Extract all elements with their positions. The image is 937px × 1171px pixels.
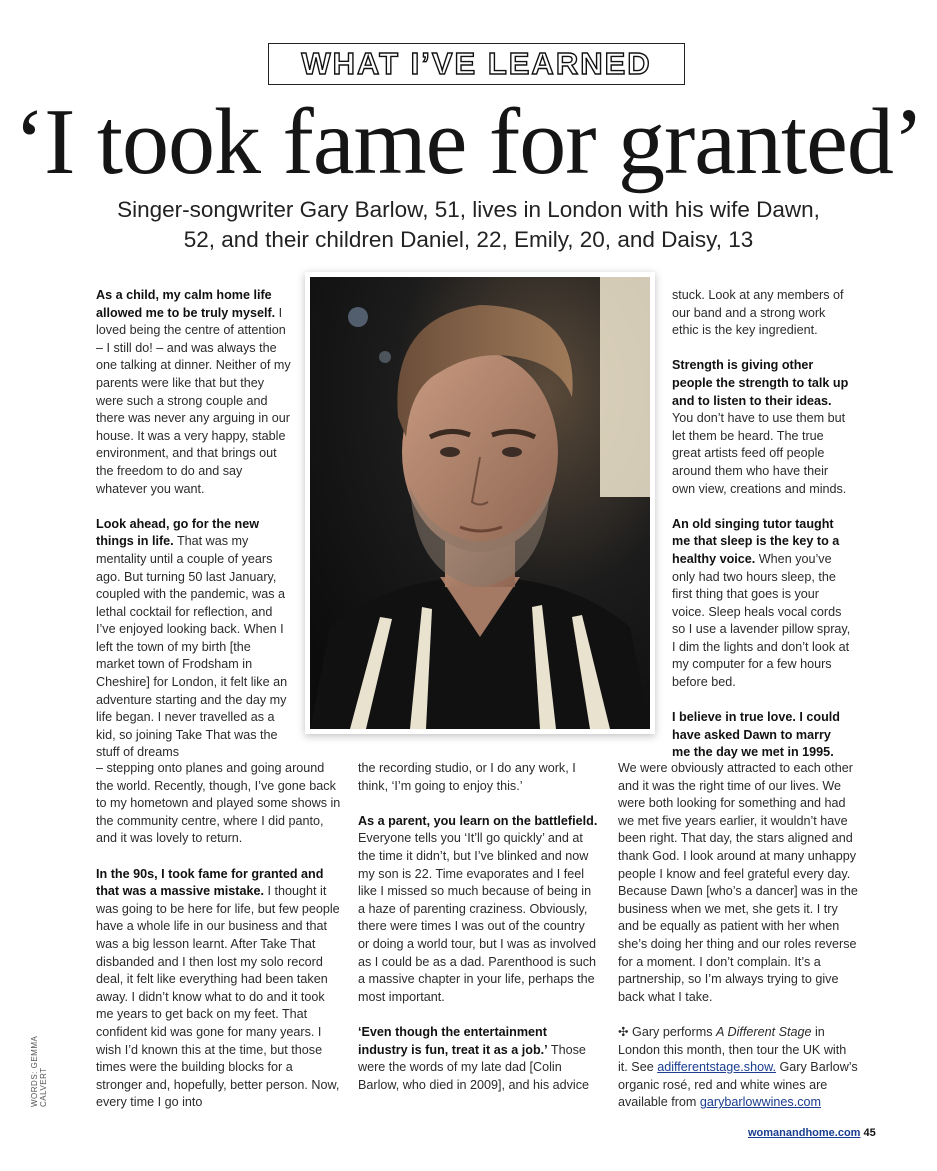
paragraph (672, 516, 852, 692)
lead-in: ‘Even though the entertainment industry is fun, treat it as a job.’ (358, 1024, 548, 1057)
standfirst: Singer-songwriter Gary Barlow, 51, lives in London with his wife Dawn, 52, and their children Daniel, 22, Emily, 20, and Daisy, 13 (117, 197, 820, 252)
body-text: – stepping onto planes and going around the world. Recently, though, I’ve gone back to my hometown and played some shows in the community centre, where I did panto, and it was lovely to return. (96, 761, 341, 846)
paragraph (358, 760, 598, 795)
wines-link[interactable]: garybarlowwines.com (699, 1095, 821, 1110)
cross-icon: ✣ (618, 1024, 629, 1039)
lead-in: In the 90s, I took fame for granted and that was a massive mistake. (96, 866, 324, 899)
paragraph (96, 866, 341, 1112)
writer-credit: WORDS: GEMMA CALVERT (30, 1036, 48, 1107)
body-text: When you’ve only had two hours sleep, the first thing that goes is your voice. Sleep heals vocal cords so I use a lavender pillow spray, I dim the lights and don’t look at my computer for a few hours before bed. (672, 551, 851, 690)
site-link[interactable]: womanandhome.com (748, 1127, 861, 1139)
paragraph (358, 813, 598, 1007)
column-1-bottom (96, 760, 341, 1129)
promo-text: Gary Barlow’s organic rosé, red and white wines are available from (618, 1060, 858, 1110)
body-text: stuck. Look at any members of our band and a strong work ethic is the key ingredient. (672, 288, 844, 338)
paragraph (96, 516, 291, 762)
section-kicker: WHAT I’VE LEARNED (268, 43, 685, 85)
lead-in: I believe in true love. I could have asked Dawn to marry me the day we met in 1995. (672, 710, 840, 760)
column-3-top (672, 287, 852, 780)
body-text: the recording studio, or I do any work, I think, ‘I’m going to enjoy this.’ (358, 761, 576, 793)
portrait-illustration (310, 277, 650, 729)
paragraph (672, 287, 852, 340)
lead-in: As a parent, you learn on the battlefield. (358, 813, 598, 828)
portrait-photo (305, 272, 655, 734)
lead-in: An old singing tutor taught me that sleep is the key to a healthy voice. (672, 516, 840, 566)
promo-text: in London this month, then tour the UK with it. See (618, 1024, 847, 1075)
promo-box (618, 1024, 858, 1112)
paragraph (672, 357, 852, 498)
body-text: We were obviously attracted to each other and it was the right time of our lives. We were both looking for something and had we met five years earlier, it wouldn’t have been right. That day, the stars aligned and thank God. I look around at many unhappy people I know and feel grateful every day. Because Dawn [who’s a dancer] was in the business when we met, she gets it. I try and be equally as patient with her when she’s doing her thing and our roles reverse for a moment. I don’t complain. It’s a partnership, so I’m always trying to give back what I take. (618, 761, 858, 1004)
show-link[interactable]: adifferentstage.show. (657, 1060, 776, 1075)
headline: ‘I took fame for granted’ (13, 90, 924, 194)
paragraph (358, 1024, 598, 1094)
paragraph (96, 760, 341, 848)
paragraph (618, 760, 858, 1006)
show-title: A Different Stage (716, 1024, 812, 1039)
column-3-bottom (618, 760, 858, 1129)
column-1-top (96, 287, 291, 780)
lead-in: Look ahead, go for the new things in life. (96, 516, 260, 549)
body-text: Those were the words of my late dad [Colin Barlow, who died in 2009], and his advice (358, 1042, 590, 1092)
paragraph (672, 709, 852, 762)
body-text: I loved being the centre of attention – I still do! – and was always the one talking at dinner. Neither of my parents were like that but they were such a strong couple and there was never any arguing in our house. It was a very happy, stable environment, and that brings out the freedom to do and say whatever you want. (96, 305, 291, 496)
body-text: I thought it was going to be here for life, but few people have a whole life in our business and that was a big lesson learnt. After Take That disbanded and I then lost my solo record deal, it felt like everything had been taken away. I didn’t know what to do and it took me years to get back on my feet. That confident kid was gone for many years. I wish I’d known this at the time, but those times were the building blocks for a stronger and, hopefully, better person. Now, every time I go into (96, 884, 340, 1110)
promo-text: Gary performs (628, 1024, 717, 1039)
paragraph (96, 287, 291, 498)
body-text: You don’t have to use them but let them be heard. The true great artists feed off people around them who have their own view, creations and minds. (672, 411, 847, 496)
page-number: 45 (863, 1127, 876, 1139)
lead-in: As a child, my calm home life allowed me to be truly myself. (96, 288, 276, 320)
page-footer (748, 1127, 876, 1139)
column-2 (358, 760, 598, 1112)
body-text: That was my mentality until a couple of years ago. But turning 50 last January, coupled with the pandemic, was a lethal cocktail for reflection, and I’ve enjoyed looking back. When I left the town of my birth [the market town of Frodsham in Cheshire] for London, it felt like an adventure starting and the day my life began. I never travelled as a kid, so joining Take That was the stuff of dreams (96, 534, 288, 760)
lead-in: Strength is giving other people the strength to talk up and to listen to their ideas. (672, 358, 849, 408)
body-text: Everyone tells you ‘It’ll go quickly’ and at the time it didn’t, but I’ve blinked and now my son is 22. Time evaporates and I feel like I missed so much because of being in a haze of parenting craziness. Obviously, there were times I was out of the country or doing a world tour, but I was as involved as I could be as a dad. Parenthood is such a massive chapter in your life, perhaps the most important. (358, 831, 597, 1004)
